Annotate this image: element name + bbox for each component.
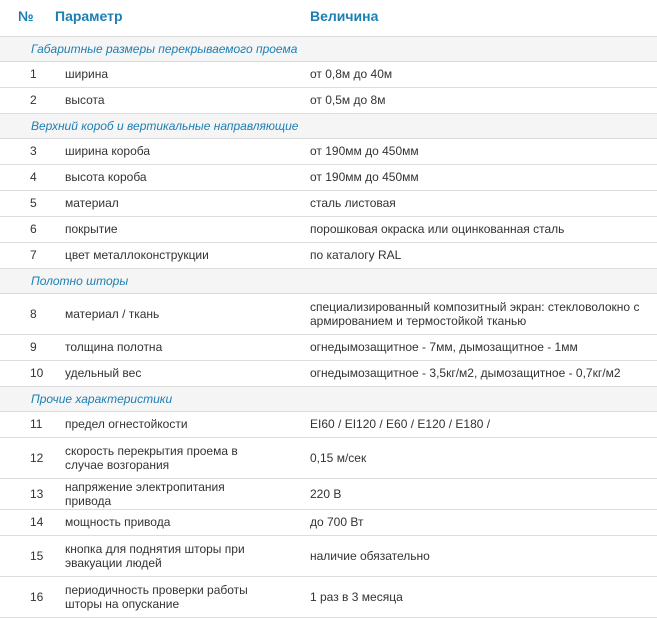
row-num: 4 bbox=[0, 164, 30, 190]
table-row bbox=[0, 61, 657, 87]
row-value: по каталогу RAL bbox=[280, 242, 657, 268]
row-param: предел огнестойкости bbox=[30, 411, 280, 437]
section-title: Полотно шторы bbox=[0, 268, 657, 293]
row-num: 5 bbox=[0, 190, 30, 216]
table-row bbox=[0, 509, 657, 535]
row-value: EI60 / EI120 / E60 / E120 / E180 / bbox=[280, 411, 657, 437]
table-row bbox=[0, 87, 657, 113]
table-row bbox=[0, 164, 657, 190]
row-num: 6 bbox=[0, 216, 30, 242]
row-param: удельный вес bbox=[30, 360, 280, 386]
table-header bbox=[0, 0, 657, 36]
row-value: 220 В bbox=[280, 478, 657, 509]
header-param: Параметр bbox=[55, 8, 123, 24]
row-param: высота bbox=[30, 87, 280, 113]
row-value: от 190мм до 450мм bbox=[280, 138, 657, 164]
row-value: специализированный композитный экран: стекловолокно с армированием и термостойкой тканью bbox=[280, 293, 657, 334]
row-param: высота короба bbox=[30, 164, 280, 190]
table-row bbox=[0, 411, 657, 437]
row-param: кнопка для поднятия шторы при эвакуации людей bbox=[30, 535, 280, 576]
row-num: 9 bbox=[0, 334, 30, 360]
row-param: цвет металлоконструкции bbox=[30, 242, 280, 268]
header-value: Величина bbox=[310, 8, 379, 24]
section-row bbox=[0, 36, 657, 61]
section-title: Верхний короб и вертикальные направляющие bbox=[0, 113, 657, 138]
table-row bbox=[0, 437, 657, 478]
row-param: ширина короба bbox=[30, 138, 280, 164]
row-param: материал / ткань bbox=[30, 293, 280, 334]
row-num: 1 bbox=[0, 61, 30, 87]
row-value: наличие обязательно bbox=[280, 535, 657, 576]
row-num: 13 bbox=[0, 478, 30, 509]
section-row bbox=[0, 268, 657, 293]
row-param: покрытие bbox=[30, 216, 280, 242]
row-value: от 0,5м до 8м bbox=[280, 87, 657, 113]
table-row bbox=[0, 216, 657, 242]
row-value: от 190мм до 450мм bbox=[280, 164, 657, 190]
section-title: Прочие характеристики bbox=[0, 386, 657, 411]
row-value: огнедымозащитное - 7мм, дымозащитное - 1мм bbox=[280, 334, 657, 360]
row-value: огнедымозащитное - 3,5кг/м2, дымозащитное - 0,7кг/м2 bbox=[280, 360, 657, 386]
row-value: сталь листовая bbox=[280, 190, 657, 216]
header-num: № bbox=[18, 8, 34, 24]
row-param: ширина bbox=[30, 61, 280, 87]
row-value: от 0,8м до 40м bbox=[280, 61, 657, 87]
table-row bbox=[0, 138, 657, 164]
row-num: 14 bbox=[0, 509, 30, 535]
row-value: до 700 Вт bbox=[280, 509, 657, 535]
section-row bbox=[0, 386, 657, 411]
table-row bbox=[0, 535, 657, 576]
row-num: 11 bbox=[0, 411, 30, 437]
row-num: 15 bbox=[0, 535, 30, 576]
table-row bbox=[0, 334, 657, 360]
row-value: порошковая окраска или оцинкованная сталь bbox=[280, 216, 657, 242]
row-num: 12 bbox=[0, 437, 30, 478]
row-value: 0,15 м/сек bbox=[280, 437, 657, 478]
row-param: скорость перекрытия проема в случае возгорания bbox=[30, 437, 280, 478]
section-title: Габаритные размеры перекрываемого проема bbox=[0, 36, 657, 61]
row-param: мощность привода bbox=[30, 509, 280, 535]
row-param: напряжение электропитания привода bbox=[30, 478, 280, 509]
row-num: 10 bbox=[0, 360, 30, 386]
row-num: 7 bbox=[0, 242, 30, 268]
row-num: 8 bbox=[0, 293, 30, 334]
row-param: толщина полотна bbox=[30, 334, 280, 360]
section-row bbox=[0, 113, 657, 138]
row-num: 2 bbox=[0, 87, 30, 113]
row-num: 3 bbox=[0, 138, 30, 164]
row-param: периодичность проверки работы шторы на опускание bbox=[30, 576, 280, 617]
row-value: 1 раз в 3 месяца bbox=[280, 576, 657, 617]
table-row bbox=[0, 293, 657, 334]
row-param: материал bbox=[30, 190, 280, 216]
table-row bbox=[0, 190, 657, 216]
table-row bbox=[0, 242, 657, 268]
row-num: 16 bbox=[0, 576, 30, 617]
table-row bbox=[0, 576, 657, 617]
table-row bbox=[0, 360, 657, 386]
table-row bbox=[0, 478, 657, 509]
